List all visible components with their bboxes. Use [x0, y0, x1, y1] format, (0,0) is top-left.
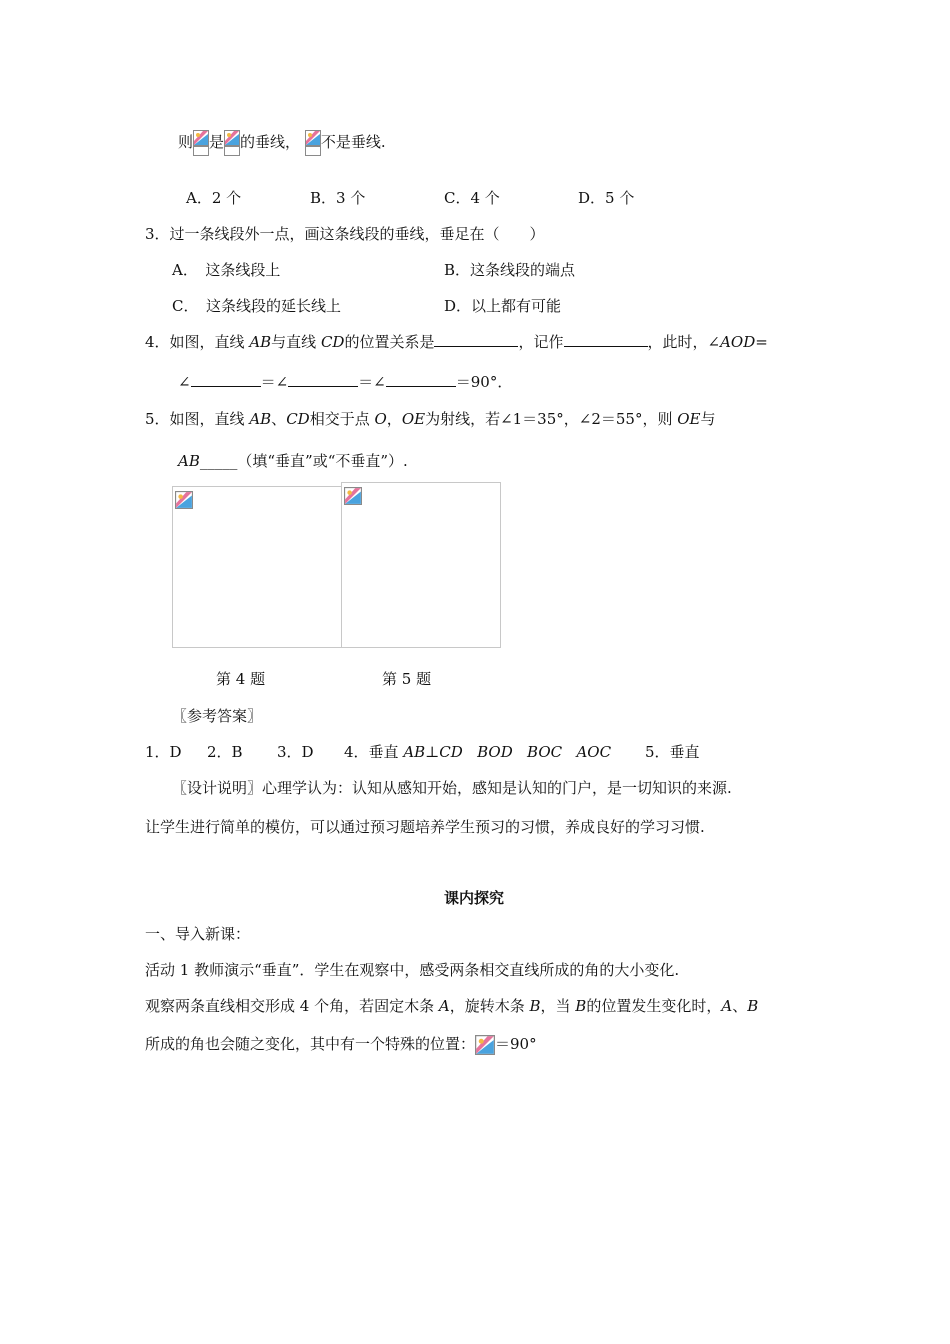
q4-text: 4．如图，直线: [145, 333, 250, 351]
observation-line: [145, 996, 758, 1016]
q4-line-2: [178, 372, 512, 392]
answer-4-v4: AOC: [576, 743, 612, 761]
q5-text: _____（填“垂直”或“不垂直”）.: [199, 452, 408, 470]
q4-line-1: [145, 332, 768, 352]
q4-angle: ＝∠: [358, 373, 386, 391]
answer-5: 5．垂直: [645, 743, 700, 761]
q5-text: 为射线，若∠1＝35°，∠2＝55°，则: [425, 410, 678, 428]
section-title: 课内探究: [444, 889, 505, 907]
q4-text: ，记作: [518, 333, 564, 351]
broken-image-icon: [193, 130, 209, 156]
answer-4-v1: AB⊥CD: [403, 743, 463, 761]
q5-ab: AB: [178, 452, 200, 470]
obs-text: ，当: [540, 997, 576, 1015]
obs-b: B: [575, 997, 587, 1015]
q5-text: ，: [386, 410, 402, 428]
figure-caption-q5: 第 5 题: [382, 670, 432, 688]
q2-text-2: 是: [209, 133, 225, 151]
broken-image-icon: [224, 130, 240, 156]
q4-text: ，此时，∠: [647, 333, 721, 351]
obs-text: 、: [732, 997, 748, 1015]
broken-image-icon: [344, 487, 362, 505]
q2-option-d: D．5 个: [578, 189, 635, 207]
answers-heading: 〖参考答案〗: [172, 707, 263, 725]
answer-3: 3．D: [277, 743, 314, 761]
figure-q5: [341, 482, 501, 648]
q2-option-b: B．3 个: [310, 189, 366, 207]
q4-blank-relation[interactable]: [434, 332, 518, 347]
q5-ab: AB: [249, 410, 272, 428]
q5-oe: OE: [677, 410, 701, 428]
q4-blank-angle-1[interactable]: [191, 372, 261, 387]
obs-a: A: [438, 997, 450, 1015]
q5-line-1: [145, 409, 716, 429]
obs-b: B: [747, 997, 759, 1015]
q4-aod: AOD: [720, 333, 756, 351]
obs-b: B: [529, 997, 541, 1015]
q2-text-4: 不是垂线.: [320, 133, 386, 151]
special-text: 所成的角也会随之变化，其中有一个特殊的位置：: [145, 1035, 476, 1053]
q5-text: 与: [700, 410, 716, 428]
q4-text: 与直线: [271, 333, 321, 351]
q5-text: 5．如图，直线: [145, 410, 250, 428]
q4-angle: ＝∠: [260, 373, 289, 391]
q4-angle: ∠: [178, 373, 191, 391]
q5-oe: OE: [401, 410, 426, 428]
q3-option-c: C． 这条线段的延长线上: [172, 297, 341, 315]
q5-text: 、: [271, 410, 287, 428]
q4-text: =: [755, 333, 768, 351]
q4-text: 的位置关系是: [344, 333, 435, 351]
answer-4-v2: BOD: [477, 743, 513, 761]
q3-option-d: D．以上都有可能: [444, 297, 562, 315]
section-subtitle: 一、导入新课：: [145, 925, 251, 943]
obs-text: ，旋转木条: [449, 997, 530, 1015]
answer-2: 2．B: [207, 743, 243, 761]
q4-blank-notation[interactable]: [564, 332, 648, 347]
activity-1: 活动 1 教师演示“垂直”．学生在观察中，感受两条相交直线所成的角的大小变化.: [145, 961, 680, 979]
q3-stem: 3．过一条线段外一点，画这条线段的垂线，垂足在（ ）: [145, 225, 545, 243]
q4-angle: ＝90°．: [455, 373, 513, 391]
q4-cd: CD: [320, 333, 345, 351]
design-note-line-1: 〖设计说明〗心理学认为：认知从感知开始，感知是认知的门户，是一切知识的来源.: [172, 779, 732, 797]
obs-text: 观察两条直线相交形成 4 个角，若固定木条: [145, 997, 439, 1015]
q5-text: 相交于点: [309, 410, 375, 428]
q3-option-a: A． 这条线段上: [172, 261, 281, 279]
q2-option-a: A．2 个: [186, 189, 242, 207]
special-position-line: [145, 1034, 537, 1055]
q4-ab: AB: [249, 333, 272, 351]
q5-o: O: [374, 410, 387, 428]
q5-cd: CD: [286, 410, 310, 428]
q4-blank-angle-2[interactable]: [288, 372, 358, 387]
figure-caption-q4: 第 4 题: [216, 670, 266, 688]
design-note-line-2: 让学生进行简单的模仿，可以通过预习题培养学生预习的习惯，养成良好的学习习惯.: [145, 818, 705, 836]
answer-1: 1．D: [145, 743, 182, 761]
q3-option-b: B．这条线段的端点: [444, 261, 576, 279]
answer-4: [344, 742, 611, 762]
q2-text-1: 则: [178, 133, 194, 151]
broken-image-icon: [475, 1035, 495, 1055]
q2-option-c: C．4 个: [444, 189, 500, 207]
answer-4-label: 4．垂直: [344, 743, 399, 761]
q4-blank-angle-3[interactable]: [386, 372, 456, 387]
broken-image-icon: [175, 491, 193, 509]
q2-text-3: 的垂线，: [240, 133, 301, 151]
broken-image-icon: [305, 130, 321, 156]
answer-4-v3: BOC: [527, 743, 563, 761]
obs-a: A: [721, 997, 733, 1015]
figure-q4: [172, 486, 342, 648]
q2-tail-line: [178, 130, 386, 156]
q5-line-2: [178, 451, 408, 471]
special-text: ＝90°: [495, 1035, 537, 1053]
obs-text: 的位置发生变化时，: [586, 997, 722, 1015]
